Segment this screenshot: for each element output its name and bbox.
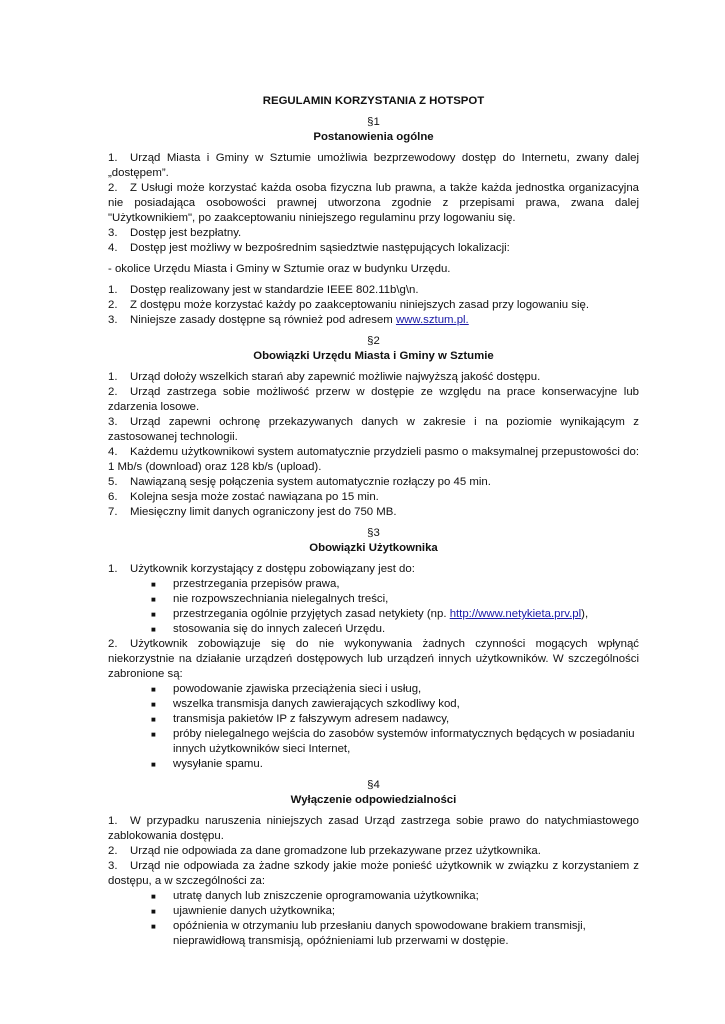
item-number: 4. <box>108 242 118 254</box>
section-3-number: §3 <box>367 527 380 539</box>
bullet-item <box>108 919 639 949</box>
bullet-item <box>108 757 639 772</box>
item-number: 1. <box>108 371 118 383</box>
square-bullet-icon: ■ <box>151 580 156 589</box>
square-bullet-icon: ■ <box>151 715 156 724</box>
item-text: Urząd nie odpowiada za dane gromadzone lub przekazywane przez użytkownika. <box>130 845 541 857</box>
bullet-text: przestrzegania przepisów prawa, <box>173 578 340 590</box>
square-bullet-icon: ■ <box>151 730 156 739</box>
list-item <box>108 859 639 889</box>
website-link[interactable]: www.sztum.pl. <box>395 314 469 326</box>
bullet-item <box>108 682 639 697</box>
item-text: Miesięczny limit danych ograniczony jest do 750 MB. <box>130 506 397 518</box>
item-number: 3. <box>108 860 118 872</box>
bullet-text: utratę danych lub zniszczenie oprogramowania użytkownika; <box>173 890 479 902</box>
item-text: Dostęp jest możliwy w bezpośrednim sąsiedztwie następujących lokalizacji: <box>130 242 510 254</box>
item-text: Urząd zastrzega sobie możliwość przerw w dostępie ze względu na prace konserwacyjne lub zdarzenia losowe. <box>108 386 639 413</box>
section-1-heading: Postanowienia ogólne <box>313 131 434 143</box>
bullet-list <box>108 682 639 772</box>
section-1-number: §1 <box>367 116 380 128</box>
item-number: 7. <box>108 506 118 518</box>
list-item <box>108 298 639 313</box>
list-item <box>108 475 639 490</box>
item-number: 2. <box>108 182 118 194</box>
location-line: - okolice Urzędu Miasta i Gminy w Sztumie oraz w budynku Urzędu. <box>108 263 451 275</box>
document-title: REGULAMIN KORZYSTANIA Z HOTSPOT <box>262 95 485 107</box>
item-number: 6. <box>108 491 118 503</box>
section-2-heading: Obowiązki Urzędu Miasta i Gminy w Sztumie <box>253 350 494 362</box>
square-bullet-icon: ■ <box>151 892 156 901</box>
item-text: Urząd nie odpowiada za żadne szkody jakie może ponieść użytkownik w związku z korzystaniem z dostępu, a w szczególności za: <box>108 860 639 887</box>
item-text: Urząd zapewni ochronę przekazywanych danych w zakresie i na poziomie wynikającym z zastosowanej technologii. <box>108 416 639 443</box>
square-bullet-icon: ■ <box>151 760 156 769</box>
list-item <box>108 415 639 445</box>
list-item <box>108 241 639 256</box>
square-bullet-icon: ■ <box>151 700 156 709</box>
item-number: 1. <box>108 284 118 296</box>
section-3-heading: Obowiązki Użytkownika <box>309 542 438 554</box>
item-number: 2. <box>108 386 118 398</box>
list-item <box>108 181 639 226</box>
bullet-text: opóźnienia w otrzymaniu lub przesłaniu danych spowodowane brakiem transmisji, nieprawidłową transmisją, opóźnieniami lub przerwami w dostępie. <box>173 920 586 947</box>
section-4-heading: Wyłączenie odpowiedzialności <box>290 794 457 806</box>
list-item <box>108 490 639 505</box>
section-2-number: §2 <box>367 335 380 347</box>
bullet-item <box>108 622 639 637</box>
item-text: Dostęp realizowany jest w standardzie IEEE 802.11b\g\n. <box>130 284 419 296</box>
section-4-number: §4 <box>367 779 380 791</box>
square-bullet-icon: ■ <box>151 685 156 694</box>
list-item <box>108 226 639 241</box>
list-item <box>108 844 639 859</box>
bullet-text-end: ), <box>581 608 589 620</box>
item-number: 3. <box>108 314 118 326</box>
bullet-text: powodowanie zjawiska przeciążenia sieci i usług, <box>173 683 422 695</box>
item-text: Urząd dołoży wszelkich starań aby zapewnić możliwie najwyższą jakość dostępu. <box>130 371 541 383</box>
item-text: Każdemu użytkownikowi system automatycznie przydzieli pasmo o maksymalnej przepustowości do: 1 Mb/s (download) oraz 128 kb/s (upload). <box>108 446 639 473</box>
item-number: 1. <box>108 815 118 827</box>
item-text: Nawiązaną sesję połączenia system automatycznie rozłączy po 45 min. <box>130 476 491 488</box>
item-text: Niniejsze zasady dostępne są również pod adresem <box>130 314 396 326</box>
bullet-text: transmisja pakietów IP z fałszywym adresem nadawcy, <box>173 713 450 725</box>
item-number: 2. <box>108 845 118 857</box>
bullet-text: wszelka transmisja danych zawierających szkodliwy kod, <box>173 698 460 710</box>
item-text: Użytkownik zobowiązuje się do nie wykonywania żadnych czynności mogących wpłynąć niekorzystnie na działanie urządzeń dostępowych lub urządzeń innych użytkowników. W szczególności zabronione są: <box>108 638 639 680</box>
bullet-text: wysyłanie spamu. <box>173 758 263 770</box>
item-text: Z dostępu może korzystać każdy po zaakceptowaniu niniejszych zasad przy logowaniu się. <box>130 299 590 311</box>
bullet-item <box>108 727 639 757</box>
item-text: W przypadku naruszenia niniejszych zasad Urząd zastrzega sobie prawo do natychmiastowego zablokowania dostępu. <box>108 815 639 842</box>
bullet-text: nie rozpowszechniania nielegalnych treści, <box>173 593 389 605</box>
bullet-item <box>108 889 639 904</box>
item-text: Z Usługi może korzystać każda osoba fizyczna lub prawna, a także każda jednostka organizacyjna nie posiadająca osobowości prawnej utworzona zgodnie z przepisami prawa, zwana dalej "Użytkownikiem", po zaakceptowaniu niniejszego regulaminu przy logowaniu się. <box>108 182 639 224</box>
bullet-text: stosowania się do innych zaleceń Urzędu. <box>173 623 386 635</box>
square-bullet-icon: ■ <box>151 595 156 604</box>
list-item <box>108 370 639 385</box>
list-item <box>108 313 639 328</box>
item-number: 2. <box>108 638 118 650</box>
list-item <box>108 445 639 475</box>
item-number: 5. <box>108 476 118 488</box>
square-bullet-icon: ■ <box>151 625 156 634</box>
bullet-list <box>108 889 639 949</box>
netykieta-link[interactable]: http://www.netykieta.prv.pl <box>449 608 582 620</box>
item-number: 3. <box>108 227 118 239</box>
list-item <box>108 814 639 844</box>
item-number: 3. <box>108 416 118 428</box>
bullet-item <box>108 697 639 712</box>
list-item <box>108 385 639 415</box>
list-item <box>108 637 639 682</box>
bullet-list <box>108 577 639 637</box>
item-number: 4. <box>108 446 118 458</box>
bullet-text: przestrzegania ogólnie przyjętych zasad netykiety (np. <box>173 608 450 620</box>
bullet-item <box>108 592 639 607</box>
square-bullet-icon: ■ <box>151 610 156 619</box>
item-text: Użytkownik korzystający z dostępu zobowiązany jest do: <box>130 563 415 575</box>
bullet-text: ujawnienie danych użytkownika; <box>173 905 336 917</box>
square-bullet-icon: ■ <box>151 922 156 931</box>
bullet-text: próby nielegalnego wejścia do zasobów systemów informatycznych będących w posiadaniu innych użytkowników sieci Internet, <box>173 728 635 755</box>
item-number: 1. <box>108 563 118 575</box>
bullet-item <box>108 607 639 622</box>
bullet-item <box>108 577 639 592</box>
item-text: Kolejna sesja może zostać nawiązana po 15 min. <box>130 491 379 503</box>
item-number: 1. <box>108 152 118 164</box>
list-item <box>108 562 639 577</box>
list-item <box>108 505 639 520</box>
item-text: Dostęp jest bezpłatny. <box>130 227 242 239</box>
list-item <box>108 151 639 181</box>
item-text: Urząd Miasta i Gminy w Sztumie umożliwia bezprzewodowy dostęp do Internetu, zwany dalej „dostępem”. <box>108 152 639 179</box>
list-item <box>108 283 639 298</box>
document-page <box>108 94 639 949</box>
bullet-item <box>108 904 639 919</box>
bullet-item <box>108 712 639 727</box>
item-number: 2. <box>108 299 118 311</box>
square-bullet-icon: ■ <box>151 907 156 916</box>
